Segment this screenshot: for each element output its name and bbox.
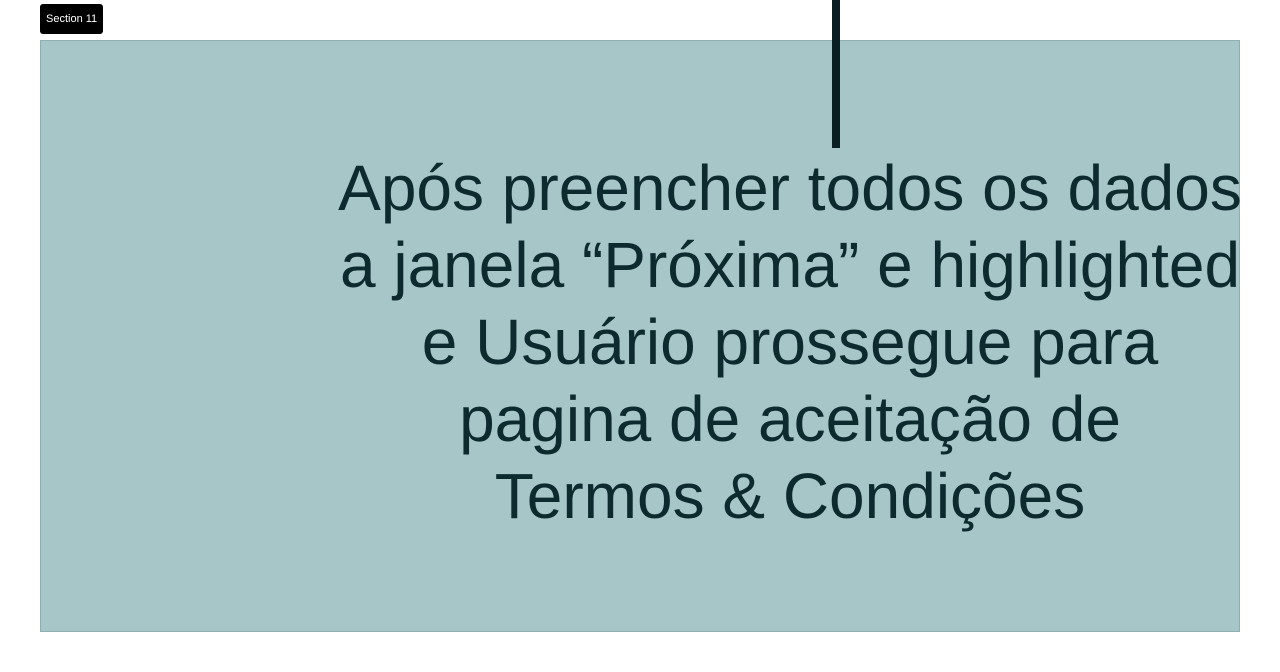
section-label[interactable]: Section 11 <box>40 4 103 34</box>
connector-line[interactable] <box>832 0 840 148</box>
note-text[interactable]: Após preencher todos os dados a janela “Próxima” e highlighted e Usuário prossegue para pagina de aceitação de Termos & Condições <box>338 152 1242 532</box>
